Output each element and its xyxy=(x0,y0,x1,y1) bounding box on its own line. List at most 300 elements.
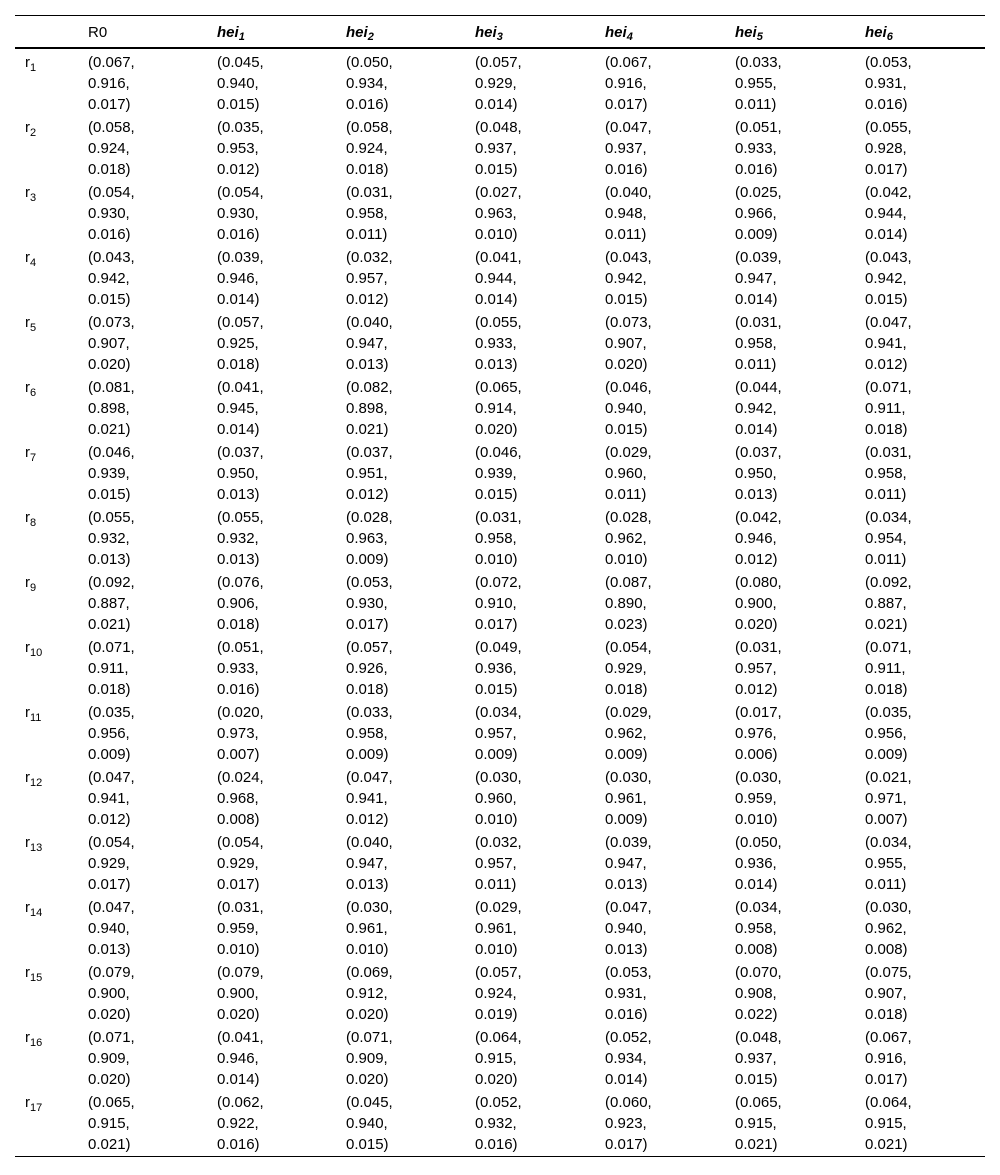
table-cell xyxy=(605,49,735,114)
row-label xyxy=(15,114,88,179)
cell-line: (0.047, xyxy=(605,119,652,136)
table-cell xyxy=(605,114,735,179)
cell-line: 0.961, xyxy=(475,920,517,937)
cell-line: 0.957, xyxy=(735,660,777,677)
header-corner xyxy=(15,16,88,24)
cell-line: (0.054, xyxy=(605,639,652,656)
cell-line: (0.029, xyxy=(605,444,652,461)
cell-line: (0.057, xyxy=(217,314,264,331)
cell-line: (0.047, xyxy=(88,769,135,786)
cell-line: (0.092, xyxy=(88,574,135,591)
cell-line: 0.962, xyxy=(865,920,907,937)
cell-line: (0.028, xyxy=(605,509,652,526)
cell-line: 0.015) xyxy=(88,291,131,308)
table-row xyxy=(15,569,985,634)
header-hei-subscript: 6 xyxy=(886,31,893,43)
cell-line: 0.930, xyxy=(346,595,388,612)
cell-line: (0.040, xyxy=(605,184,652,201)
table-cell xyxy=(865,244,985,309)
table-cell xyxy=(88,1089,217,1154)
cell-line: 0.922, xyxy=(217,1115,259,1132)
cell-line: 0.932, xyxy=(217,530,259,547)
table-cell xyxy=(346,1089,475,1154)
cell-line: 0.021) xyxy=(865,1136,908,1153)
table-cell xyxy=(346,829,475,894)
table-cell xyxy=(865,439,985,504)
cell-line: (0.073, xyxy=(605,314,652,331)
table-cell xyxy=(735,569,865,634)
cell-line: 0.014) xyxy=(735,291,778,308)
table-cell xyxy=(217,764,346,829)
table-cell xyxy=(605,699,735,764)
table-row xyxy=(15,894,985,959)
cell-line: (0.079, xyxy=(88,964,135,981)
cell-line: (0.031, xyxy=(217,899,264,916)
header-hei-subscript: 1 xyxy=(238,31,245,43)
table-cell xyxy=(346,634,475,699)
cell-line: 0.018) xyxy=(865,1006,908,1023)
cell-line: 0.976, xyxy=(735,725,777,742)
table-cell xyxy=(346,244,475,309)
table-cell xyxy=(865,49,985,114)
row-label-base: r xyxy=(25,1029,30,1046)
cell-line: (0.034, xyxy=(865,509,912,526)
cell-line: 0.933, xyxy=(475,335,517,352)
table-cell xyxy=(735,634,865,699)
row-label-base: r xyxy=(25,184,30,201)
cell-line: 0.011) xyxy=(865,551,907,568)
cell-line: (0.054, xyxy=(217,834,264,851)
cell-line: 0.015) xyxy=(475,681,518,698)
cell-line: 0.010) xyxy=(735,811,778,828)
table-cell xyxy=(605,374,735,439)
table-cell xyxy=(735,114,865,179)
cell-line: 0.963, xyxy=(346,530,388,547)
cell-line: (0.071, xyxy=(346,1029,393,1046)
table-cell xyxy=(735,504,865,569)
cell-line: (0.057, xyxy=(475,54,522,71)
table-cell xyxy=(217,244,346,309)
cell-line: 0.014) xyxy=(865,226,908,243)
cell-line: 0.009) xyxy=(735,226,778,243)
table-cell xyxy=(865,374,985,439)
cell-line: (0.024, xyxy=(217,769,264,786)
cell-line: 0.939, xyxy=(475,465,517,482)
table-cell xyxy=(217,49,346,114)
cell-line: (0.034, xyxy=(735,899,782,916)
cell-line: 0.937, xyxy=(605,140,647,157)
cell-line: (0.051, xyxy=(735,119,782,136)
cell-line: 0.916, xyxy=(88,75,130,92)
table-cell xyxy=(475,1089,605,1154)
cell-line: (0.062, xyxy=(217,1094,264,1111)
table-cell xyxy=(346,49,475,114)
cell-line: (0.041, xyxy=(217,379,264,396)
cell-line: 0.017) xyxy=(346,616,389,633)
cell-line: 0.020) xyxy=(475,1071,518,1088)
cell-line: 0.017) xyxy=(865,1071,908,1088)
cell-line: 0.960, xyxy=(605,465,647,482)
table-cell xyxy=(217,829,346,894)
cell-line: 0.958, xyxy=(735,920,777,937)
cell-line: 0.932, xyxy=(88,530,130,547)
cell-line: 0.009) xyxy=(346,746,389,763)
table-cell xyxy=(735,179,865,244)
cell-line: 0.947, xyxy=(735,270,777,287)
cell-line: (0.028, xyxy=(346,509,393,526)
row-label-base: r xyxy=(25,639,30,656)
cell-line: 0.940, xyxy=(346,1115,388,1132)
cell-line: 0.009) xyxy=(865,746,908,763)
cell-line: 0.934, xyxy=(605,1050,647,1067)
cell-line: (0.065, xyxy=(735,1094,782,1111)
header-hei-1 xyxy=(217,16,346,42)
cell-line: (0.047, xyxy=(346,769,393,786)
cell-line: 0.014) xyxy=(605,1071,648,1088)
table-cell xyxy=(475,309,605,374)
cell-line: (0.043, xyxy=(865,249,912,266)
cell-line: (0.029, xyxy=(605,704,652,721)
cell-line: 0.016) xyxy=(88,226,131,243)
table-cell xyxy=(865,959,985,1024)
cell-line: 0.924, xyxy=(346,140,388,157)
row-label-base: r xyxy=(25,509,30,526)
cell-line: 0.953, xyxy=(217,140,259,157)
cell-line: 0.958, xyxy=(346,205,388,222)
cell-line: 0.009) xyxy=(475,746,518,763)
cell-line: 0.933, xyxy=(217,660,259,677)
table-cell xyxy=(217,894,346,959)
table-cell xyxy=(217,699,346,764)
cell-line: 0.020) xyxy=(346,1071,389,1088)
table-cell xyxy=(865,764,985,829)
table-row xyxy=(15,829,985,894)
cell-line: 0.013) xyxy=(475,356,518,373)
cell-line: 0.966, xyxy=(735,205,777,222)
header-hei-label: hei xyxy=(605,24,627,41)
row-label-base: r xyxy=(25,964,30,981)
cell-line: 0.944, xyxy=(475,270,517,287)
cell-line: 0.015) xyxy=(475,161,518,178)
cell-line: 0.940, xyxy=(605,920,647,937)
cell-line: 0.016) xyxy=(475,1136,518,1153)
cell-line: (0.031, xyxy=(735,639,782,656)
cell-line: (0.030, xyxy=(735,769,782,786)
header-hei-label: hei xyxy=(217,24,239,41)
table-cell xyxy=(346,504,475,569)
cell-line: (0.030, xyxy=(865,899,912,916)
row-label xyxy=(15,309,88,374)
row-label xyxy=(15,504,88,569)
table-cell xyxy=(88,309,217,374)
table-cell xyxy=(88,49,217,114)
header-hei-subscript: 5 xyxy=(756,31,763,43)
cell-line: 0.961, xyxy=(346,920,388,937)
cell-line: 0.956, xyxy=(88,725,130,742)
cell-line: 0.958, xyxy=(346,725,388,742)
cell-line: (0.046, xyxy=(88,444,135,461)
cell-line: 0.010) xyxy=(475,551,518,568)
cell-line: 0.021) xyxy=(865,616,908,633)
cell-line: (0.039, xyxy=(605,834,652,851)
cell-line: (0.030, xyxy=(605,769,652,786)
cell-line: (0.041, xyxy=(475,249,522,266)
cell-line: 0.916, xyxy=(605,75,647,92)
table-cell xyxy=(605,764,735,829)
cell-line: 0.010) xyxy=(605,551,648,568)
cell-line: (0.031, xyxy=(865,444,912,461)
row-label-subscript: 1 xyxy=(30,62,37,74)
table-cell xyxy=(475,764,605,829)
cell-line: 0.016) xyxy=(346,96,389,113)
table-cell xyxy=(865,504,985,569)
cell-line: 0.021) xyxy=(88,616,131,633)
row-label xyxy=(15,244,88,309)
cell-line: 0.971, xyxy=(865,790,907,807)
cell-line: 0.017) xyxy=(217,876,260,893)
cell-line: 0.015) xyxy=(346,1136,389,1153)
cell-line: 0.018) xyxy=(605,681,648,698)
cell-line: 0.018) xyxy=(865,681,908,698)
cell-line: (0.040, xyxy=(346,314,393,331)
cell-line: 0.906, xyxy=(217,595,259,612)
cell-line: (0.048, xyxy=(475,119,522,136)
cell-line: (0.054, xyxy=(217,184,264,201)
cell-line: (0.035, xyxy=(88,704,135,721)
cell-line: 0.962, xyxy=(605,530,647,547)
cell-line: 0.898, xyxy=(88,400,130,417)
cell-line: (0.071, xyxy=(88,1029,135,1046)
cell-line: 0.942, xyxy=(865,270,907,287)
header-hei-6 xyxy=(865,16,985,42)
cell-line: (0.057, xyxy=(346,639,393,656)
cell-line: (0.057, xyxy=(475,964,522,981)
cell-line: 0.009) xyxy=(346,551,389,568)
table-cell xyxy=(475,829,605,894)
cell-line: (0.055, xyxy=(88,509,135,526)
table-cell xyxy=(475,894,605,959)
cell-line: (0.069, xyxy=(346,964,393,981)
table-cell xyxy=(605,959,735,1024)
cell-line: 0.009) xyxy=(88,746,131,763)
cell-line: (0.037, xyxy=(217,444,264,461)
cell-line: 0.021) xyxy=(88,421,131,438)
cell-line: 0.022) xyxy=(735,1006,778,1023)
row-label-base: r xyxy=(25,54,30,71)
cell-line: 0.014) xyxy=(475,96,518,113)
cell-line: 0.010) xyxy=(217,941,260,958)
cell-line: 0.955, xyxy=(735,75,777,92)
table-cell xyxy=(475,439,605,504)
table-cell xyxy=(605,1024,735,1089)
table-cell xyxy=(346,1024,475,1089)
row-label xyxy=(15,374,88,439)
cell-line: (0.081, xyxy=(88,379,135,396)
header-hei-label: hei xyxy=(346,24,368,41)
table-cell xyxy=(346,959,475,1024)
cell-line: 0.012) xyxy=(735,551,778,568)
cell-line: 0.012) xyxy=(88,811,131,828)
cell-line: (0.039, xyxy=(735,249,782,266)
row-label-subscript: 11 xyxy=(30,712,42,724)
table-cell xyxy=(88,959,217,1024)
cell-line: 0.011) xyxy=(865,486,907,503)
table-row xyxy=(15,244,985,309)
table-cell xyxy=(88,569,217,634)
cell-line: (0.043, xyxy=(88,249,135,266)
table-cell xyxy=(217,439,346,504)
row-label-subscript: 17 xyxy=(30,1102,43,1114)
header-hei-3 xyxy=(475,16,605,42)
cell-line: 0.946, xyxy=(735,530,777,547)
cell-line: 0.959, xyxy=(217,920,259,937)
cell-line: 0.929, xyxy=(605,660,647,677)
row-label-base: r xyxy=(25,249,30,266)
cell-line: 0.937, xyxy=(475,140,517,157)
table-cell xyxy=(735,439,865,504)
table-cell xyxy=(88,244,217,309)
row-label xyxy=(15,1024,88,1089)
table-row xyxy=(15,699,985,764)
cell-line: (0.040, xyxy=(346,834,393,851)
cell-line: (0.034, xyxy=(475,704,522,721)
cell-line: 0.958, xyxy=(865,465,907,482)
table-cell xyxy=(346,114,475,179)
row-label-base: r xyxy=(25,1094,30,1111)
table-cell xyxy=(865,114,985,179)
table-cell xyxy=(475,114,605,179)
row-label xyxy=(15,634,88,699)
cell-line: (0.041, xyxy=(217,1029,264,1046)
table-cell xyxy=(475,959,605,1024)
header-hei-2 xyxy=(346,16,475,42)
cell-line: 0.016) xyxy=(217,681,260,698)
table-cell xyxy=(735,1089,865,1154)
cell-line: 0.007) xyxy=(865,811,908,828)
cell-line: (0.058, xyxy=(346,119,393,136)
cell-line: 0.017) xyxy=(88,876,131,893)
cell-line: (0.064, xyxy=(865,1094,912,1111)
cell-line: 0.014) xyxy=(217,1071,260,1088)
cell-line: 0.940, xyxy=(217,75,259,92)
cell-line: 0.011) xyxy=(735,96,777,113)
cell-line: (0.045, xyxy=(346,1094,393,1111)
header-hei-5 xyxy=(735,16,865,42)
row-label-base: r xyxy=(25,704,30,721)
table-cell xyxy=(88,179,217,244)
cell-line: (0.073, xyxy=(88,314,135,331)
cell-line: 0.959, xyxy=(735,790,777,807)
cell-line: (0.047, xyxy=(88,899,135,916)
table-cell xyxy=(475,374,605,439)
cell-line: 0.015) xyxy=(735,1071,778,1088)
cell-line: 0.925, xyxy=(217,335,259,352)
cell-line: 0.900, xyxy=(735,595,777,612)
cell-line: 0.937, xyxy=(735,1050,777,1067)
table-cell xyxy=(605,894,735,959)
cell-line: 0.015) xyxy=(605,421,648,438)
cell-line: (0.042, xyxy=(865,184,912,201)
cell-line: 0.929, xyxy=(88,855,130,872)
table-row xyxy=(15,959,985,1024)
table-cell xyxy=(605,829,735,894)
row-label-subscript: 12 xyxy=(30,777,43,789)
cell-line: 0.923, xyxy=(605,1115,647,1132)
cell-line: 0.009) xyxy=(605,811,648,828)
table-cell xyxy=(217,504,346,569)
row-label xyxy=(15,829,88,894)
header-hei-4 xyxy=(605,16,735,42)
cell-line: (0.037, xyxy=(735,444,782,461)
table-cell xyxy=(88,374,217,439)
table-bottom-rule xyxy=(15,1156,985,1157)
cell-line: 0.013) xyxy=(217,486,260,503)
cell-line: 0.887, xyxy=(865,595,907,612)
table-row xyxy=(15,634,985,699)
table-cell xyxy=(735,894,865,959)
cell-line: 0.939, xyxy=(88,465,130,482)
cell-line: 0.954, xyxy=(865,530,907,547)
cell-line: 0.017) xyxy=(605,96,648,113)
cell-line: 0.946, xyxy=(217,1050,259,1067)
cell-line: 0.020) xyxy=(88,1071,131,1088)
cell-line: 0.973, xyxy=(217,725,259,742)
cell-line: (0.079, xyxy=(217,964,264,981)
table-cell xyxy=(735,829,865,894)
cell-line: 0.020) xyxy=(88,1006,131,1023)
cell-line: (0.045, xyxy=(217,54,264,71)
table-cell xyxy=(346,374,475,439)
cell-line: 0.017) xyxy=(475,616,518,633)
cell-line: 0.016) xyxy=(735,161,778,178)
cell-line: 0.021) xyxy=(88,1136,131,1153)
cell-line: 0.915, xyxy=(735,1115,777,1132)
cell-line: 0.942, xyxy=(88,270,130,287)
cell-line: 0.018) xyxy=(346,681,389,698)
cell-line: (0.035, xyxy=(865,704,912,721)
cell-line: (0.030, xyxy=(346,899,393,916)
cell-line: 0.008) xyxy=(865,941,908,958)
cell-line: 0.015) xyxy=(865,291,908,308)
cell-line: 0.013) xyxy=(605,876,648,893)
cell-line: 0.012) xyxy=(217,161,260,178)
table-cell xyxy=(865,569,985,634)
cell-line: 0.015) xyxy=(605,291,648,308)
row-label xyxy=(15,1089,88,1154)
cell-line: 0.020) xyxy=(88,356,131,373)
row-label-subscript: 10 xyxy=(30,647,43,659)
cell-line: 0.931, xyxy=(605,985,647,1002)
table-cell xyxy=(605,179,735,244)
cell-line: (0.050, xyxy=(735,834,782,851)
cell-line: 0.014) xyxy=(217,421,260,438)
cell-line: (0.071, xyxy=(88,639,135,656)
cell-line: 0.011) xyxy=(735,356,777,373)
cell-line: 0.945, xyxy=(217,400,259,417)
cell-line: 0.944, xyxy=(865,205,907,222)
table-cell xyxy=(346,764,475,829)
table-cell xyxy=(605,309,735,374)
row-label-base: r xyxy=(25,899,30,916)
cell-line: (0.020, xyxy=(217,704,264,721)
row-label-subscript: 6 xyxy=(30,387,37,399)
table-row xyxy=(15,1024,985,1089)
cell-line: (0.039, xyxy=(217,249,264,266)
table-cell xyxy=(88,699,217,764)
cell-line: 0.951, xyxy=(346,465,388,482)
cell-line: 0.968, xyxy=(217,790,259,807)
cell-line: 0.017) xyxy=(865,161,908,178)
